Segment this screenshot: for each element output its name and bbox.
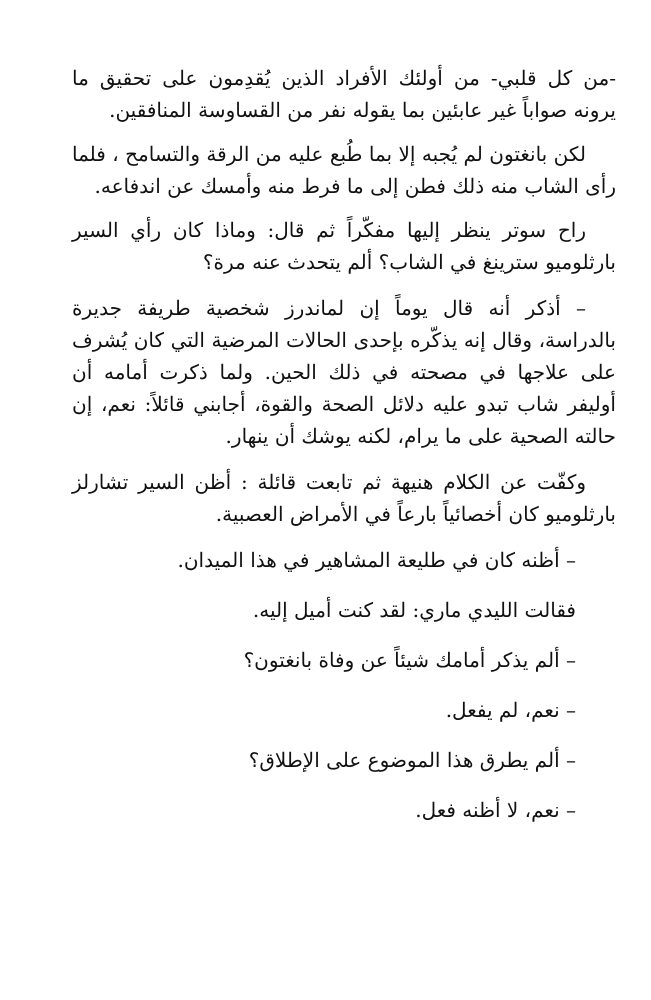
paragraph-2: لكن بانغتون لم يُجبه إلا بما طُبع عليه من الرقة والتسامح ، فلما رأى الشاب منه ذلك فطن إلى ما فرط منه وأمسك عن اندفاعه. <box>72 142 616 198</box>
dialog-line-6: – نعم، لا أظنه فعل. <box>415 798 576 822</box>
paragraph-5: وكفّت عن الكلام هنيهة ثم تابعت قائلة : أظن السير تشارلز بارثلوميو كان أخصائياً بارعاً في الأمراض العصبية. <box>72 470 616 526</box>
dialog-line-2: فقالت الليدي ماري: لقد كنت أميل إليه. <box>252 598 576 622</box>
paragraph-4: – أذكر أنه قال يوماً إن لماندرز شخصية طريفة جديرة بالدراسة، وقال إنه يذكّره بإحدى الحالات المرضية التي كان يُشرف على علاجها في مصحته في ذلك الحين. ولما ذكرت أمامه أن أوليفر شاب تبدو عليه دلائل الصحة والقوة، أجابني قائلاً: نعم، إن حالته الصحية على ما يرام، لكنه يوشك أن ينهار. <box>72 296 616 448</box>
dialog-line-4: – نعم، لم يفعل. <box>445 698 576 722</box>
page-body <box>72 62 616 826</box>
dialog-line-1: – أظنه كان في طليعة المشاهير في هذا الميدان. <box>177 548 576 572</box>
paragraph-3: راح سوتر ينظر إليها مفكّراً ثم قال: وماذا كان رأي السير بارثلوميو سترينغ في الشاب؟ ألم يتحدث عنه مرة؟ <box>72 218 616 274</box>
dialog-line-3: – ألم يذكر أمامك شيئاً عن وفاة بانغتون؟ <box>243 648 576 672</box>
dialog-line-5: – ألم يطرق هذا الموضوع على الإطلاق؟ <box>248 748 576 772</box>
paragraph-1: -من كل قلبي- من أولئك الأفراد الذين يُقدِمون على تحقيق ما يرونه صواباً غير عابئين بما يقوله نفر من القساوسة المنافقين. <box>72 66 616 122</box>
